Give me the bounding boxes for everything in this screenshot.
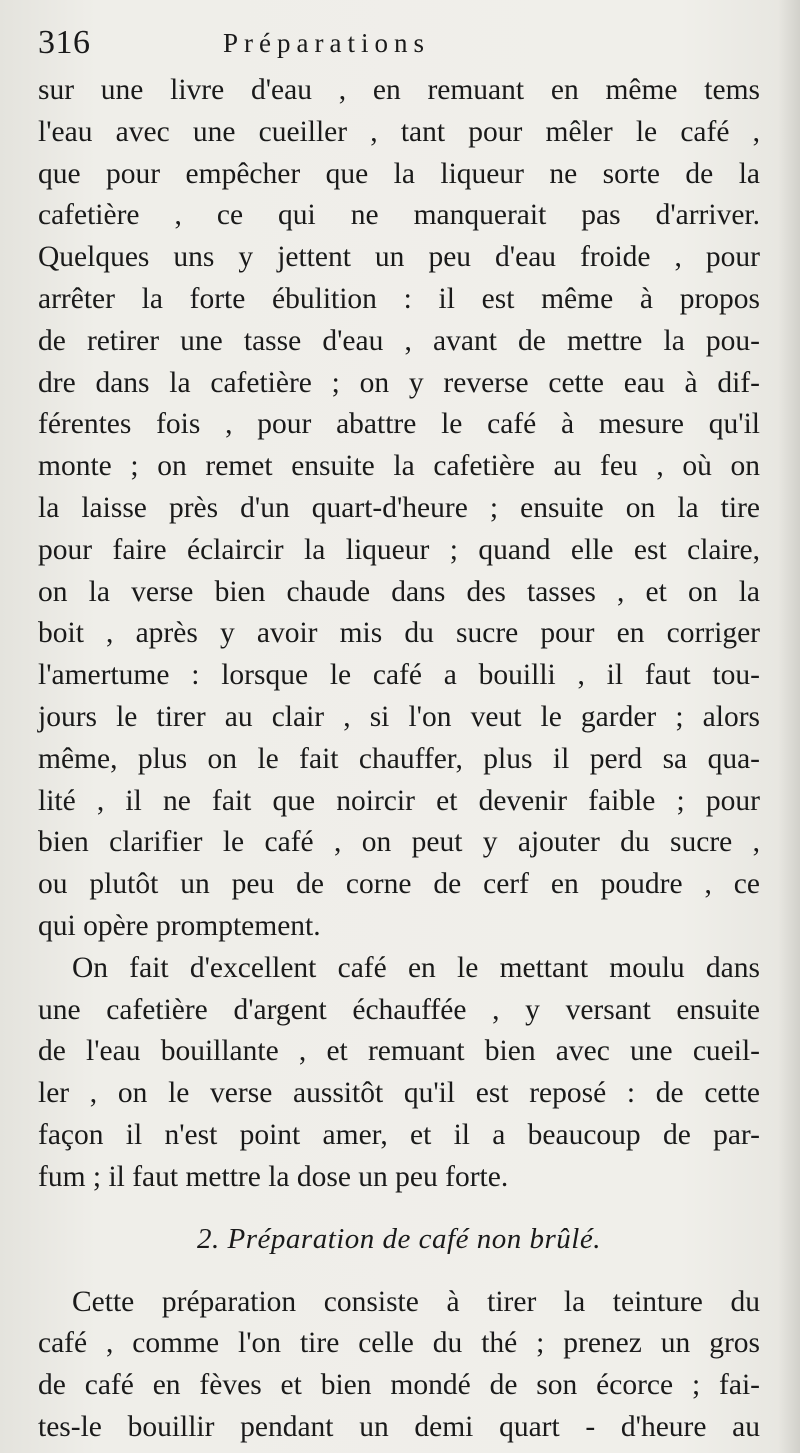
text-line: lité , il ne fait que noircir et devenir faible ; pour <box>38 784 760 817</box>
paragraph-3 <box>38 1282 760 1449</box>
text-line: férentes fois , pour abattre le café à mesure qu'il <box>38 408 760 441</box>
text-line: fum ; il faut mettre la dose un peu forte. <box>38 1160 509 1193</box>
text-line: tes-le bouillir pendant un demi quart - d'heure au <box>38 1410 760 1443</box>
text-line: même, plus on le fait chauffer, plus il perd sa qua- <box>38 742 760 775</box>
text-line: Quelques uns y jettent un peu d'eau froide , pour <box>38 241 760 274</box>
page-number: 316 <box>38 24 91 61</box>
text-line: l'amertume : lorsque le café a bouilli , il faut tou- <box>38 659 760 692</box>
text-line: cafetière , ce qui ne manquerait pas d'arriver. <box>38 199 760 232</box>
text-line: Cette préparation consiste à tirer la teinture du <box>72 1285 760 1318</box>
text-line: la laisse près d'un quart-d'heure ; ensuite on la tire <box>38 491 760 524</box>
text-line: de café en fèves et bien mondé de son écorce ; fai- <box>38 1369 760 1402</box>
text-line: de retirer une tasse d'eau , avant de mettre la pou- <box>38 324 760 357</box>
text-line: de l'eau bouillante , et remuant bien avec une cueil- <box>38 1035 760 1068</box>
text-line: on la verse bien chaude dans des tasses , et on la <box>38 575 760 608</box>
text-line: On fait d'excellent café en le mettant moulu dans <box>72 951 760 984</box>
text-line: ou plutôt un peu de corne de cerf en poudre , ce <box>38 868 760 901</box>
section-subheading: 2. Préparation de café non brûlé. <box>197 1222 601 1255</box>
text-line: boit , après y avoir mis du sucre pour en corriger <box>38 617 760 650</box>
page-edge-shadow <box>778 0 800 1453</box>
running-head: Préparations <box>223 28 430 58</box>
text-line: que pour empêcher que la liqueur ne sorte de la <box>38 157 760 190</box>
page-header <box>38 18 760 70</box>
paragraph-1 <box>38 70 760 948</box>
text-line: façon il n'est point amer, et il a beaucoup de par- <box>38 1118 760 1151</box>
text-line: jours le tirer au clair , si l'on veut le garder ; alors <box>38 700 760 733</box>
text-line: dre dans la cafetière ; on y reverse cette eau à dif- <box>38 366 760 399</box>
text-line: pour faire éclaircir la liqueur ; quand elle est claire, <box>38 533 760 566</box>
text-line: ler , on le verse aussitôt qu'il est reposé : de cette <box>38 1077 760 1110</box>
text-line: sur une livre d'eau , en remuant en même tems <box>38 74 760 106</box>
text-line: l'eau avec une cueiller , tant pour mêler le café , <box>38 115 760 148</box>
text-line: monte ; on remet ensuite la cafetière au feu , où on <box>38 450 760 483</box>
text-line: bien clarifier le café , on peut y ajouter du sucre , <box>38 826 760 859</box>
text-line: arrêter la forte ébulition : il est même à propos <box>38 282 760 315</box>
text-line: qui opère promptement. <box>38 909 321 942</box>
text-line: café , comme l'on tire celle du thé ; prenez un gros <box>38 1327 760 1360</box>
text-line: une cafetière d'argent échauffée , y versant ensuite <box>38 993 760 1026</box>
paragraph-2 <box>38 948 760 1199</box>
